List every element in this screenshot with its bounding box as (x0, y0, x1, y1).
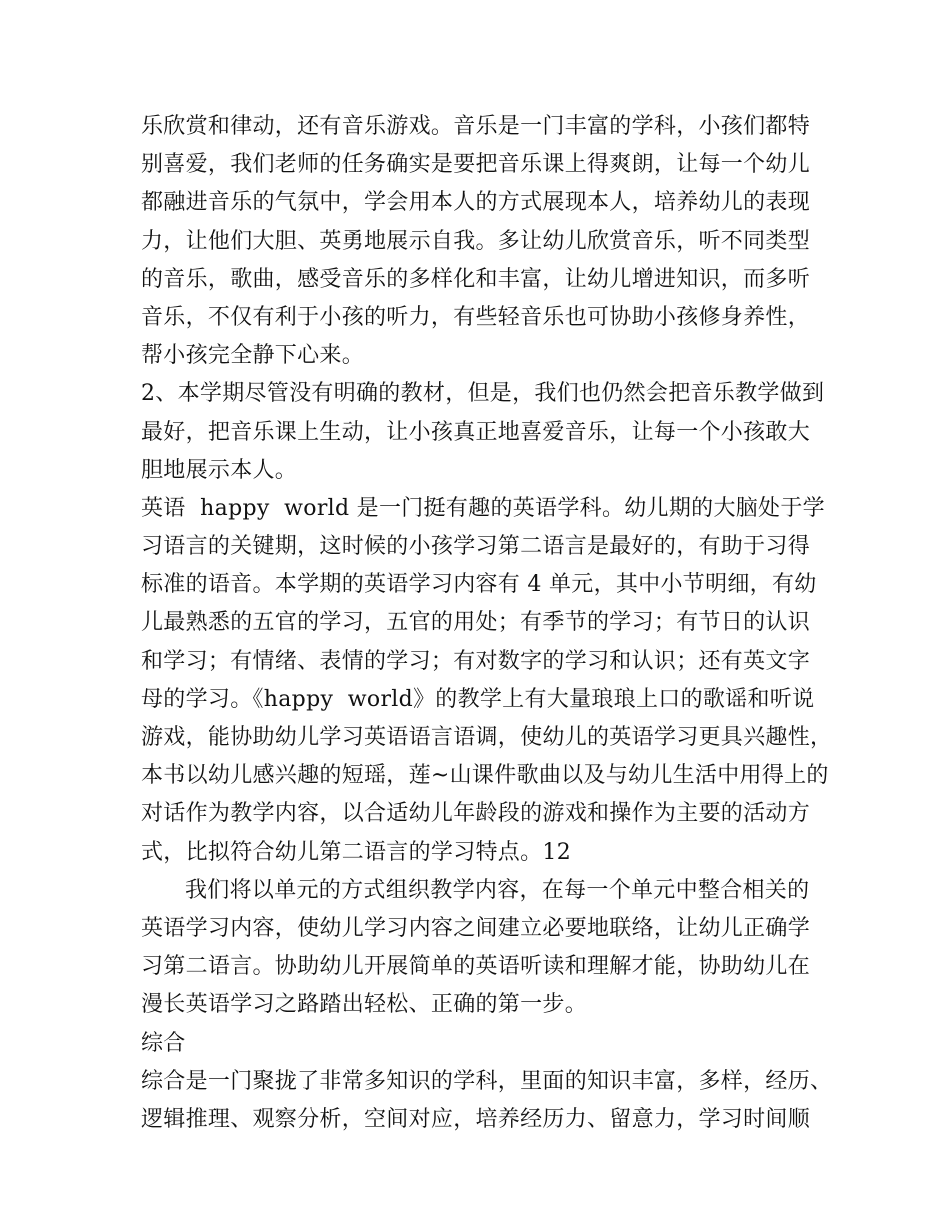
text-line-indented: 我们将以单元的方式组织教学内容，在每一个单元中整合相关的 (185, 877, 810, 903)
text-line: 漫长英语学习之路踏出轻松、正确的第一步。 (141, 992, 588, 1018)
text-line: 帮小孩完全静下心来。 (141, 343, 365, 369)
text-line: 别喜爱，我们老师的任务确实是要把音乐课上得爽朗，让每一个幼儿 (141, 152, 811, 178)
text-line: 2、本学期尽管没有明确的教材，但是，我们也仍然会把音乐教学做到 (141, 381, 825, 407)
text-line: 最好，把音乐课上生动，让小孩真正地喜爱音乐，让每一个小孩敢大 (141, 419, 811, 445)
text-line: 力，让他们大胆、英勇地展示自我。多让幼儿欣赏音乐，听不同类型 (141, 228, 811, 254)
text-line: 式，比拟符合幼儿第二语言的学习特点。12 (141, 839, 571, 865)
text-line: 英语 happy world 是一门挺有趣的英语学科。幼儿期的大脑处于学 (141, 495, 825, 521)
text-line: 和学习；有情绪、表情的学习；有对数字的学习和认识；还有英文字 (141, 648, 811, 674)
text-line: 都融进音乐的气氛中，学会用本人的方式展现本人，培养幼儿的表现 (141, 190, 811, 216)
text-line: 音乐，不仅有利于小孩的听力，有些轻音乐也可协助小孩修身养性， (141, 304, 811, 330)
text-line: 本书以幼儿感兴趣的短瑶，莲~山课件歌曲以及与幼儿生活中用得上的 (141, 763, 829, 789)
text-line: 游戏，能协助幼儿学习英语语言语调，使幼儿的英语学习更具兴趣性， (141, 725, 833, 750)
text-line: 英语学习内容，使幼儿学习内容之间建立必要地联络，让幼儿正确学 (141, 915, 811, 941)
text-line: 的音乐，歌曲，感受音乐的多样化和丰富，让幼儿增进知识，而多听 (141, 266, 811, 292)
text-line: 儿最熟悉的五官的学习，五官的用处；有季节的学习；有节日的认识 (141, 610, 811, 636)
text-line: 胆地展示本人。 (141, 457, 298, 483)
text-line: 逻辑推理、观察分析，空间对应，培养经历力、留意力，学习时间顺 (141, 1106, 811, 1132)
body-text (141, 108, 831, 1139)
text-line: 对话作为教学内容，以合适幼儿年龄段的游戏和操作为主要的活动方 (141, 801, 811, 827)
text-line: 母的学习。《happy world》的教学上有大量琅琅上口的歌谣和听说 (141, 686, 815, 712)
text-line: 综合是一门聚拢了非常多知识的学科，里面的知识丰富，多样，经历、 (141, 1068, 833, 1094)
text-line: 乐欣赏和律动，还有音乐游戏。音乐是一门丰富的学科，小孩们都特 (141, 114, 811, 139)
text-line: 标准的语音。本学期的英语学习内容有 4 单元，其中小节明细，有幼 (141, 572, 817, 598)
text-line: 习第二语言。协助幼儿开展简单的英语听读和理解才能，协助幼儿在 (141, 954, 811, 980)
text-line: 习语言的关键期，这时候的小孩学习第二语言是最好的，有助于习得 (141, 534, 811, 560)
section-heading: 综合 (141, 1030, 186, 1056)
